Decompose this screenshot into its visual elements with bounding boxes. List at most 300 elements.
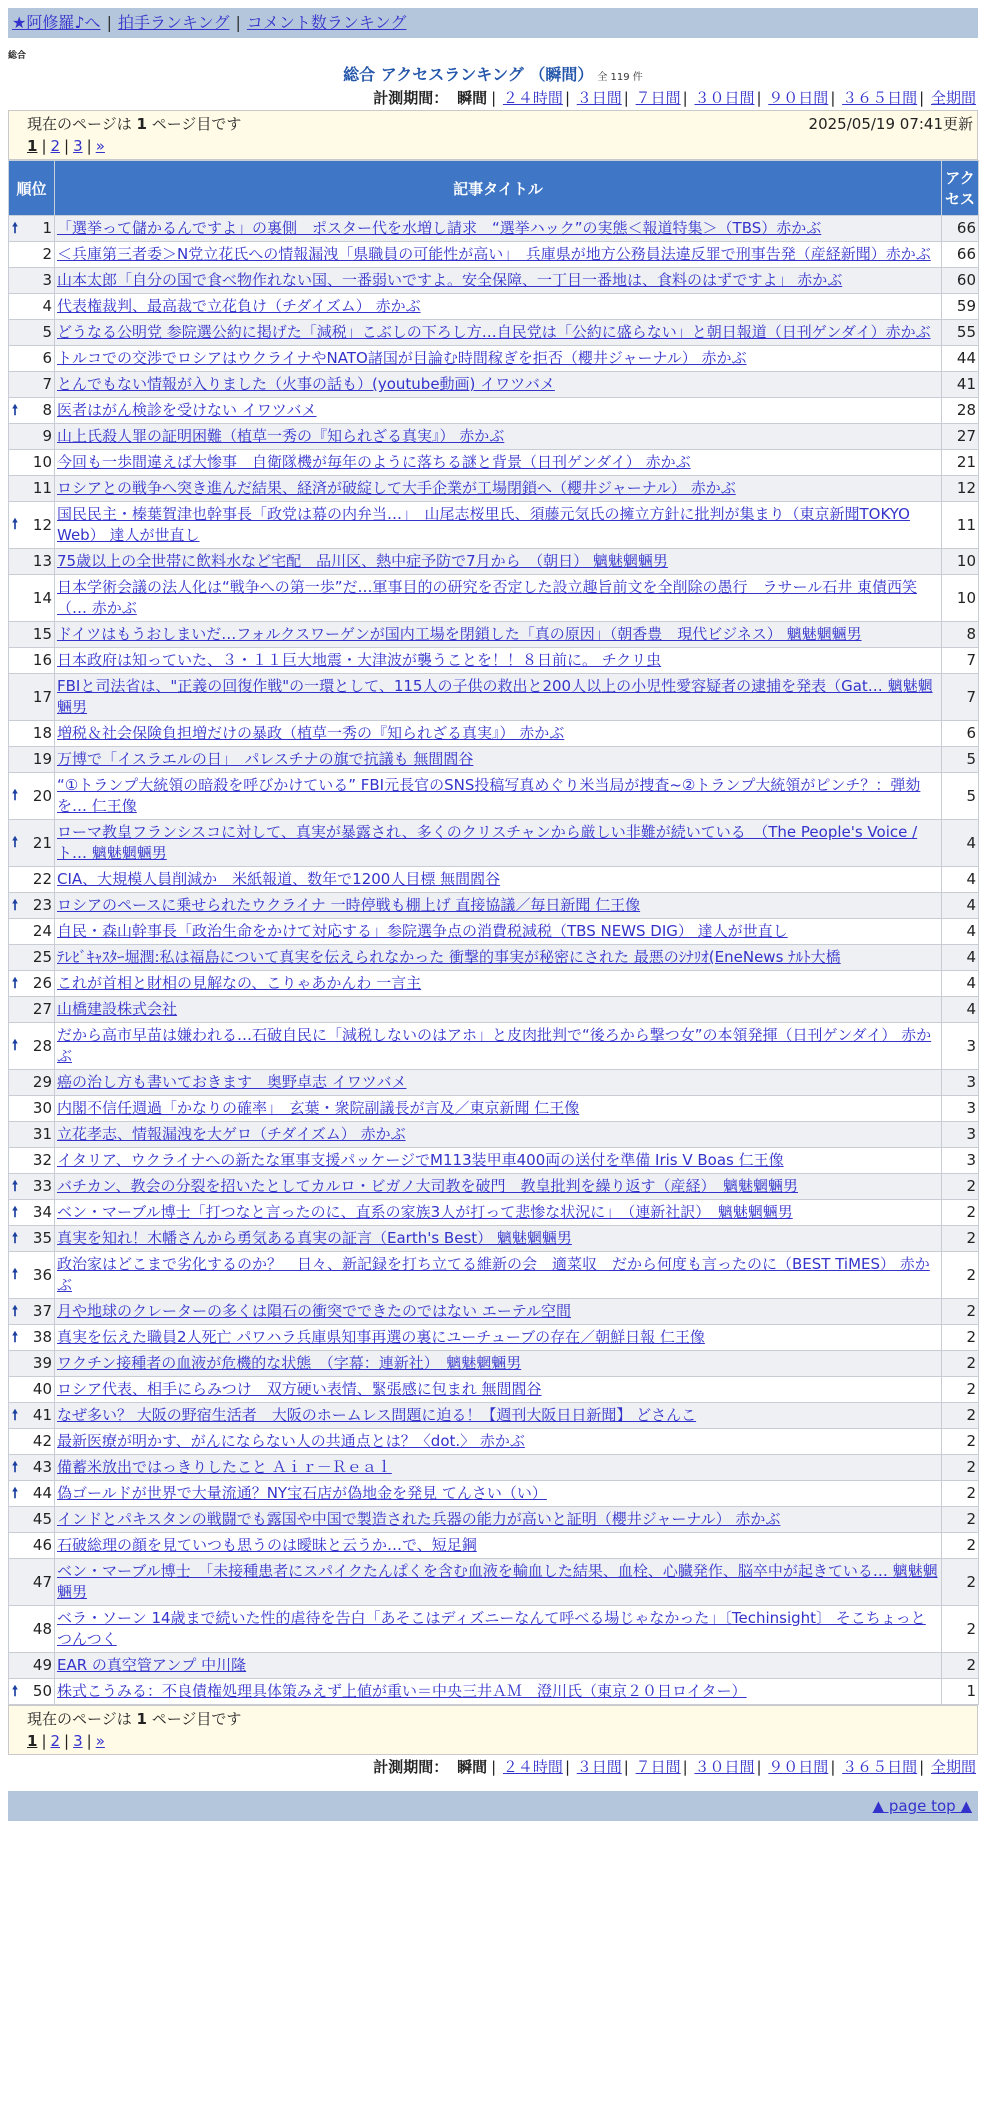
article-title-link[interactable]: FBIと司法省は、"正義の回復作戦"の一環として、115人の子供の救出と200人以上の小児性愛容疑者の逮捕を発表（Gat… 魑魅魍魎男: [57, 677, 933, 716]
rank-cell: [9, 476, 55, 502]
title-cell: [55, 648, 942, 674]
rank-cell: [9, 346, 55, 372]
article-title-link[interactable]: 山橋建設株式会社: [57, 1000, 178, 1018]
rank-cell: [9, 648, 55, 674]
pager-link-page-3[interactable]: 3: [73, 137, 83, 155]
rank-number: 45: [32, 1510, 52, 1528]
title-cell: [55, 1455, 942, 1481]
period-link-30d[interactable]: ３０日間: [694, 1758, 755, 1776]
article-title-link[interactable]: ロシア代表、相手にらみつけ 双方硬い表情、緊張感に包まれ 無間閻谷: [57, 1380, 542, 1398]
rank-number: 27: [32, 1000, 52, 1018]
page-info-bottom: [8, 1705, 978, 1755]
article-title-link[interactable]: 日本政府は知っていた、３・１１巨大地震・大津波が襲うことを！！８日前に。 チクリ虫: [57, 651, 662, 669]
table-row: [9, 216, 979, 242]
article-title-link[interactable]: 代表権裁判、最高裁で立花負け（チダイズム） 赤かぶ: [57, 297, 421, 315]
rank-cell: [9, 622, 55, 648]
article-title-link[interactable]: ベン・マーブル博士「打つなと言ったのに、直系の家族3人が打って悲惨な状況に」 （連新社訳） 魑魅魍魎男: [57, 1203, 793, 1221]
table-row: [9, 997, 979, 1023]
table-row: [9, 450, 979, 476]
period-label: 計測期間：: [373, 1758, 449, 1776]
rank-number: 7: [42, 375, 52, 393]
page-title: [8, 64, 978, 86]
rank-cell: [9, 1299, 55, 1325]
article-title-link[interactable]: ワクチン接種者の血液が危機的な状態 （字幕：連新社） 魑魅魍魎男: [57, 1354, 522, 1372]
rank-number: 38: [32, 1328, 52, 1346]
rank-cell: [9, 867, 55, 893]
rank-cell: [9, 1200, 55, 1226]
article-title-link[interactable]: “①トランプ大統領の暗殺を呼びかけている” FBI元長官のSNS投稿写真めぐり米当局が捜査~②トランプ大統領がピンチ？：弾劾を… 仁王像: [57, 776, 921, 815]
rank-cell: [9, 1559, 55, 1606]
access-count: 2: [942, 1252, 979, 1299]
rank-number: 26: [32, 974, 52, 992]
title-cell: [55, 1096, 942, 1122]
pager-link-page-2[interactable]: 2: [50, 137, 61, 155]
pager-bottom: [27, 1730, 959, 1752]
comment-ranking-link[interactable]: コメント数ランキング: [246, 13, 407, 32]
title-cell: [55, 1533, 942, 1559]
table-row: [9, 1096, 979, 1122]
article-title-link[interactable]: ドイツはもうおしまいだ…フォルクスワーゲンが国内工場を閉鎖した「真の原因」（朝香豊 現代ビジネス） 魑魅魍魎男: [57, 625, 862, 643]
pager-next-link[interactable]: »: [95, 1732, 105, 1750]
article-title-link[interactable]: 75歳以上の全世帯に飲料水など宅配 品川区、熱中症予防で7月から （朝日） 魑魅魍魎男: [57, 552, 668, 570]
title-cell: [55, 1606, 942, 1653]
article-title-link[interactable]: EAR の真空管アンプ 中川隆: [57, 1656, 247, 1674]
pager-next-link[interactable]: »: [95, 137, 105, 155]
title-cell: [55, 1174, 942, 1200]
rank-number: 31: [32, 1125, 52, 1143]
article-title-link[interactable]: 国民民主・榛葉賀津也幹事長「政党は幕の内弁当…」 山尾志桜里氏、須藤元気氏の擁立方針に批判が集まり（東京新聞TOKYO Web） 達人が世直し: [57, 505, 910, 544]
clap-ranking-link[interactable]: 拍手ランキング: [117, 13, 230, 32]
rank-up-arrow-icon: 🠕: [12, 975, 19, 991]
rank-cell: [9, 893, 55, 919]
rank-number: 44: [32, 1484, 52, 1502]
title-cell: [55, 1200, 942, 1226]
rank-cell: [9, 1507, 55, 1533]
page-title-text: 総合 アクセスランキング （瞬間）: [343, 65, 594, 84]
period-link-24h[interactable]: ２４時間: [502, 89, 563, 107]
rank-cell: [9, 1174, 55, 1200]
access-count: 4: [942, 867, 979, 893]
article-title-link[interactable]: 偽ゴールドが世界で大量流通？NY宝石店が偽地金を発見 てんさい（い）: [57, 1484, 547, 1502]
table-row: [9, 893, 979, 919]
rank-number: 50: [32, 1682, 52, 1700]
rank-cell: [9, 945, 55, 971]
period-current: 瞬間: [457, 1758, 488, 1776]
title-cell: [55, 893, 942, 919]
table-row: [9, 1377, 979, 1403]
title-cell: [55, 945, 942, 971]
access-count: 12: [942, 476, 979, 502]
rank-cell: [9, 820, 55, 867]
title-cell: [55, 1481, 942, 1507]
article-title-link[interactable]: これが首相と財相の見解なの、こりゃあかんわ 一言主: [57, 974, 422, 992]
title-cell: [55, 502, 942, 549]
article-title-link[interactable]: だから高市早苗は嫌われる…石破自民に「減税しないのはアホ」と皮肉批判で“後ろから撃つ女”の本領発揮（日刊ゲンダイ） 赤かぶ: [57, 1026, 932, 1065]
access-count: 66: [942, 216, 979, 242]
pager-separator: |: [64, 137, 70, 155]
title-cell: [55, 721, 942, 747]
article-title-link[interactable]: ローマ教皇フランシスコに対して、真実が暴露され、多くのクリスチャンから厳しい非難が続いている （The People's Voice / ト… 魑魅魍魎男: [57, 823, 918, 862]
article-title-link[interactable]: ＜兵庫第三者委＞N党立花氏への情報漏洩「県職員の可能性が高い」 兵庫県が地方公務員法違反罪で刑事告発（産経新聞）赤かぶ: [57, 245, 931, 263]
table-row: [9, 1070, 979, 1096]
article-title-link[interactable]: 月や地球のクレーターの多くは隕石の衝突でできたのではない エーテル空間: [57, 1302, 572, 1320]
pager-link-page-2[interactable]: 2: [50, 1732, 61, 1750]
article-title-link[interactable]: 医者はがん検診を受けない イワツバメ: [57, 401, 317, 419]
rank-cell: [9, 1533, 55, 1559]
rank-cell: [9, 1653, 55, 1679]
access-count: 2: [942, 1606, 979, 1653]
access-count: 2: [942, 1325, 979, 1351]
access-count: 41: [942, 372, 979, 398]
rank-number: 19: [32, 750, 52, 768]
table-row: [9, 747, 979, 773]
period-link-7d[interactable]: ７日間: [635, 89, 681, 107]
rank-number: 21: [32, 833, 52, 852]
rank-number: 47: [32, 1572, 52, 1591]
rank-up-arrow-icon: 🠕: [12, 516, 19, 533]
title-cell: [55, 773, 942, 820]
title-cell: [55, 268, 942, 294]
title-cell: [55, 1429, 942, 1455]
title-cell: [55, 1351, 942, 1377]
article-title-link[interactable]: 今回も一歩間違えば大惨事 自衛隊機が毎年のように落ちる謎と背景（日刊ゲンダイ） 赤かぶ: [57, 453, 691, 471]
rank-number: 34: [32, 1203, 52, 1221]
rank-up-arrow-icon: 🠕: [12, 1178, 19, 1194]
rank-cell: [9, 242, 55, 268]
title-cell: [55, 1226, 942, 1252]
period-current: 瞬間: [457, 89, 488, 107]
pager-separator: |: [41, 1732, 47, 1750]
column-header-rank: 順位: [9, 161, 55, 216]
article-title-link[interactable]: ベン・マーブル博士 「未接種患者にスパイクたんぱくを含む血液を輸血した結果、血栓、心臓発作、脳卒中が起きている… 魑魅魍魎男: [57, 1562, 938, 1601]
table-row: [9, 424, 979, 450]
period-link-3d[interactable]: ３日間: [576, 89, 622, 107]
period-link-90d[interactable]: ９０日間: [768, 89, 829, 107]
access-count: 3: [942, 1070, 979, 1096]
access-count: 2: [942, 1351, 979, 1377]
access-count: 7: [942, 648, 979, 674]
rank-number: 43: [32, 1458, 52, 1476]
table-row: [9, 575, 979, 622]
rank-number: 28: [32, 1036, 52, 1055]
rank-number: 18: [32, 724, 52, 742]
table-row: [9, 1200, 979, 1226]
table-row: [9, 919, 979, 945]
rank-cell: [9, 1096, 55, 1122]
rank-number: 6: [42, 349, 52, 367]
access-count: 2: [942, 1533, 979, 1559]
access-count: 27: [942, 424, 979, 450]
article-title-link[interactable]: 万博で「イスラエルの日」 パレスチナの旗で抗議も 無間閻谷: [57, 750, 474, 768]
rank-cell: [9, 398, 55, 424]
rank-number: 10: [32, 453, 52, 471]
article-title-link[interactable]: 株式こうみる：不良債権処理具体策みえず上値が重い＝中央三井ＡＭ 澄川氏（東京２０日ロイター）: [57, 1682, 747, 1700]
rank-number: 17: [32, 687, 52, 706]
rank-number: 40: [32, 1380, 52, 1398]
updated-timestamp: 2025/05/19 07:41更新: [808, 115, 973, 133]
period-link-30d[interactable]: ３０日間: [694, 89, 755, 107]
rank-up-arrow-icon: 🠕: [12, 1459, 19, 1475]
title-cell: [55, 1325, 942, 1351]
article-title-link[interactable]: 癌の治し方も書いておきます 奥野卓志 イワツバメ: [57, 1073, 407, 1091]
article-title-link[interactable]: ロシアのペースに乗せられたウクライナ 一時停戦も棚上げ 直接協議／毎日新聞 仁王像: [57, 896, 641, 914]
access-count: 3: [942, 1023, 979, 1070]
period-link-24h[interactable]: ２４時間: [502, 1758, 563, 1776]
page-info-suffix: ページ目です: [151, 115, 242, 133]
ranking-table: [8, 160, 979, 1705]
table-row: [9, 1252, 979, 1299]
access-count: 6: [942, 721, 979, 747]
access-count: 4: [942, 919, 979, 945]
title-cell: [55, 674, 942, 721]
current-page-text: [27, 1708, 959, 1730]
table-row: [9, 398, 979, 424]
rank-number: 46: [32, 1536, 52, 1554]
rank-cell: [9, 1122, 55, 1148]
rank-number: 23: [32, 896, 52, 914]
access-count: 4: [942, 945, 979, 971]
article-title-link[interactable]: どうなる公明党 参院選公約に掲げた「減税」こぶしの下ろし方…自民党は「公約に盛らない」と朝日報道（日刊ゲンダイ）赤かぶ: [57, 323, 931, 341]
access-count: 3: [942, 1096, 979, 1122]
access-count: 2: [942, 1174, 979, 1200]
rank-number: 11: [32, 479, 52, 497]
rank-number: 1: [42, 219, 52, 237]
column-header-title: 記事タイトル: [55, 161, 942, 216]
table-row: [9, 945, 979, 971]
article-title-link[interactable]: 立花孝志、情報漏洩を大ゲロ（チダイズム） 赤かぶ: [57, 1125, 406, 1143]
title-cell: [55, 622, 942, 648]
rank-up-arrow-icon: 🠕: [12, 1329, 19, 1345]
rank-number: 29: [32, 1073, 52, 1091]
rank-cell: [9, 674, 55, 721]
table-row: [9, 372, 979, 398]
table-row: [9, 268, 979, 294]
page-info-number: 1: [136, 1710, 147, 1728]
rank-cell: [9, 1455, 55, 1481]
ranking-table-body: [9, 216, 979, 1705]
period-link-all[interactable]: 全期間: [930, 1758, 976, 1776]
article-title-link[interactable]: 真実を知れ！木幡さんから勇気ある真実の証言（Earth's Best） 魑魅魍魎男: [57, 1229, 572, 1247]
article-title-link[interactable]: トルコでの交渉でロシアはウクライナやNATO諸国が目論む時間稼ぎを拒否（櫻井ジャーナル） 赤かぶ: [57, 349, 747, 367]
article-title-link[interactable]: CIA、大規模人員削減か 米紙報道、数年で1200人目標 無間閻谷: [57, 870, 501, 888]
table-row: [9, 1679, 979, 1705]
rank-number: 16: [32, 651, 52, 669]
article-title-link[interactable]: インドとパキスタンの戦闘でも露国や中国で製造された兵器の能力が高いと証明（櫻井ジャーナル） 赤かぶ: [57, 1510, 781, 1528]
table-row: [9, 1533, 979, 1559]
page-info-top: [8, 110, 978, 160]
article-title-link[interactable]: ベラ・ソーン 14歳まで続いた性的虐待を告白「あそこはディズニーなんて呼べる場じゃなかった」〔Techinsight〕 そこちょっとつんつく: [57, 1609, 926, 1648]
table-row: [9, 773, 979, 820]
article-title-link[interactable]: 内閣不信任週過「かなりの確率」 玄葉・衆院副議長が言及／東京新聞 仁王像: [57, 1099, 580, 1117]
access-count: 3: [942, 1148, 979, 1174]
rank-up-arrow-icon: 🠕: [12, 402, 19, 418]
title-cell: [55, 997, 942, 1023]
title-cell: [55, 1023, 942, 1070]
nav-separator: |: [235, 13, 241, 32]
title-cell: [55, 1377, 942, 1403]
rank-cell: [9, 1226, 55, 1252]
access-count: 44: [942, 346, 979, 372]
article-title-link[interactable]: ロシアとの戦争へ突き進んだ結果、経済が破綻して大手企業が工場閉鎖へ（櫻井ジャーナル） 赤かぶ: [57, 479, 736, 497]
table-row: [9, 1299, 979, 1325]
nav-separator: |: [106, 13, 112, 32]
rank-cell: [9, 372, 55, 398]
article-title-link[interactable]: 最新医療が明かす、がんにならない人の共通点とは？〈dot.〉 赤かぶ: [57, 1432, 525, 1450]
rank-number: 42: [32, 1432, 52, 1450]
access-count: 2: [942, 1299, 979, 1325]
title-cell: [55, 398, 942, 424]
rank-number: 9: [42, 427, 52, 445]
rank-up-arrow-icon: 🠕: [12, 1204, 19, 1220]
bottom-bar: [8, 1791, 978, 1821]
rank-number: 49: [32, 1656, 52, 1674]
title-cell: [55, 216, 942, 242]
rank-number: 14: [32, 588, 52, 607]
rank-number: 3: [42, 271, 52, 289]
category-label: 総合: [8, 51, 27, 61]
rank-cell: [9, 1351, 55, 1377]
access-count: 7: [942, 674, 979, 721]
back-to-asyura-link[interactable]: ★阿修羅♪へ: [12, 13, 101, 32]
article-title-link[interactable]: 真実を伝えた職員2人死亡 パワハラ兵庫県知事再選の裏にユーチューブの存在／朝鮮日報 仁王像: [57, 1328, 705, 1346]
rank-cell: [9, 424, 55, 450]
rank-cell: [9, 997, 55, 1023]
rank-cell: [9, 773, 55, 820]
column-header-access: アクセス: [942, 161, 979, 216]
article-title-link[interactable]: 「選挙って儲かるんですよ」の裏側 ポスター代を水増し請求 “選挙ハック”の実態＜報道特集＞（TBS）赤かぶ: [57, 219, 822, 237]
access-count: 3: [942, 1122, 979, 1148]
rank-cell: [9, 1429, 55, 1455]
rank-number: 48: [32, 1619, 52, 1638]
rank-cell: [9, 1377, 55, 1403]
table-row: [9, 1023, 979, 1070]
rank-number: 12: [32, 515, 52, 534]
total-count: 全 119 件: [597, 72, 643, 83]
access-count: 2: [942, 1559, 979, 1606]
page-info-suffix: ページ目です: [151, 1710, 242, 1728]
rank-number: 35: [32, 1229, 52, 1247]
title-cell: [55, 1679, 942, 1705]
rank-number: 20: [32, 786, 52, 805]
article-title-link[interactable]: なぜ多い？ 大阪の野宿生活者 大阪のホームレス問題に迫る！【週刊大阪日日新聞】 どさんこ: [57, 1406, 697, 1424]
table-row: [9, 1481, 979, 1507]
rank-cell: [9, 575, 55, 622]
page-top-link[interactable]: ▲ page top ▲: [872, 1797, 972, 1815]
rank-up-arrow-icon: 🠕: [12, 787, 19, 804]
access-count: 2: [942, 1481, 979, 1507]
table-row: [9, 622, 979, 648]
access-count: 2: [942, 1429, 979, 1455]
rank-up-arrow-icon: 🠕: [12, 1407, 19, 1423]
rank-up-arrow-icon: 🠕: [12, 834, 19, 851]
rank-number: 32: [32, 1151, 52, 1169]
table-row: [9, 502, 979, 549]
access-count: 55: [942, 320, 979, 346]
title-cell: [55, 1559, 942, 1606]
article-title-link[interactable]: バチカン、教会の分裂を招いたとしてカルロ・ビガノ大司教を破門 教皇批判を繰り返す（産経） 魑魅魍魎男: [57, 1177, 799, 1195]
rank-number: 22: [32, 870, 52, 888]
article-title-link[interactable]: 山本太郎「自分の国で食べ物作れない国、一番弱いですよ。安全保障、一丁目一番地は、食料のはずですよ」 赤かぶ: [57, 271, 843, 289]
period-link-all[interactable]: 全期間: [930, 89, 976, 107]
rank-cell: [9, 919, 55, 945]
table-row: [9, 476, 979, 502]
table-row: [9, 1455, 979, 1481]
article-title-link[interactable]: 増税＆社会保険負担増だけの暴政（植草一秀の『知られざる真実』） 赤かぶ: [57, 724, 565, 742]
article-title-link[interactable]: 備蓄米放出ではっきりしたこと Ａｉｒ－Ｒｅａｌ: [57, 1458, 392, 1476]
access-count: 28: [942, 398, 979, 424]
access-count: 11: [942, 502, 979, 549]
article-title-link[interactable]: ﾃﾚﾋﾞｷｬｽﾀｰ堀潤:私は福島について真実を伝えられなかった 衝撃的事実が秘密にされた 最悪のｼﾅﾘｵ(EneNews ﾅﾙﾄ大橋: [57, 948, 841, 966]
rank-number: 13: [32, 552, 52, 570]
rank-cell: [9, 1403, 55, 1429]
rank-up-arrow-icon: 🠕: [12, 1266, 19, 1283]
rank-number: 33: [32, 1177, 52, 1195]
title-cell: [55, 1653, 942, 1679]
title-cell: [55, 747, 942, 773]
title-cell: [55, 1507, 942, 1533]
title-cell: [55, 320, 942, 346]
pager-current-page: 1: [27, 137, 38, 155]
period-link-7d[interactable]: ７日間: [635, 1758, 681, 1776]
title-cell: [55, 1252, 942, 1299]
access-count: 2: [942, 1403, 979, 1429]
rank-cell: [9, 1070, 55, 1096]
article-title-link[interactable]: 日本学術会議の法人化は“戦争への第一歩”だ…軍事目的の研究を否定した設立趣旨前文を全削除の愚行 ラサール石井 東債西笑（… 赤かぶ: [57, 578, 918, 617]
title-cell: [55, 971, 942, 997]
title-cell: [55, 1403, 942, 1429]
pager-top: [27, 135, 959, 157]
period-link-365d[interactable]: ３６５日間: [842, 89, 918, 107]
article-title-link[interactable]: 石破総理の顔を見ていつも思うのは曖昧と云うか…で、短足鋼: [57, 1536, 477, 1554]
access-count: 4: [942, 820, 979, 867]
title-cell: [55, 346, 942, 372]
table-row: [9, 820, 979, 867]
access-count: 2: [942, 1653, 979, 1679]
rank-cell: [9, 450, 55, 476]
access-count: 4: [942, 893, 979, 919]
table-row: [9, 1174, 979, 1200]
table-row: [9, 1429, 979, 1455]
article-title-link[interactable]: 自民・森山幹事長「政治生命をかけて対応する」参院選争点の消費税減税（TBS NEWS DIG） 達人が世直し: [57, 922, 788, 940]
rank-cell: [9, 971, 55, 997]
article-title-link[interactable]: 山上氏殺人罪の証明困難（植草一秀の『知られざる真実』） 赤かぶ: [57, 427, 505, 445]
table-row: [9, 1351, 979, 1377]
period-label: 計測期間：: [373, 89, 449, 107]
rank-number: 39: [32, 1354, 52, 1372]
access-count: 10: [942, 549, 979, 575]
title-cell: [55, 1299, 942, 1325]
rank-number: 30: [32, 1099, 52, 1117]
period-link-365d[interactable]: ３６５日間: [842, 1758, 918, 1776]
rank-cell: [9, 1679, 55, 1705]
article-title-link[interactable]: 政治家はどこまで劣化するのか？ 日々、新記録を打ち立てる維新の会 適菜収 だから何度も言ったのに（BEST TiMES） 赤かぶ: [57, 1255, 930, 1294]
access-count: 2: [942, 1455, 979, 1481]
rank-up-arrow-icon: 🠕: [12, 1303, 19, 1319]
article-title-link[interactable]: イタリア、ウクライナへの新たな軍事支援パッケージでM113装甲車400両の送付を準備 Iris V Boas 仁王像: [57, 1151, 784, 1169]
table-row: [9, 867, 979, 893]
pager-link-page-3[interactable]: 3: [73, 1732, 83, 1750]
article-title-link[interactable]: とんでもない情報が入りました（火事の話も）(youtube動画) イワツバメ: [57, 375, 555, 393]
rank-cell: [9, 1252, 55, 1299]
rank-cell: [9, 1148, 55, 1174]
rank-number: 41: [32, 1406, 52, 1424]
table-row: [9, 1148, 979, 1174]
access-count: 2: [942, 1200, 979, 1226]
period-link-90d[interactable]: ９０日間: [768, 1758, 829, 1776]
rank-cell: [9, 216, 55, 242]
title-cell: [55, 242, 942, 268]
period-link-3d[interactable]: ３日間: [576, 1758, 622, 1776]
